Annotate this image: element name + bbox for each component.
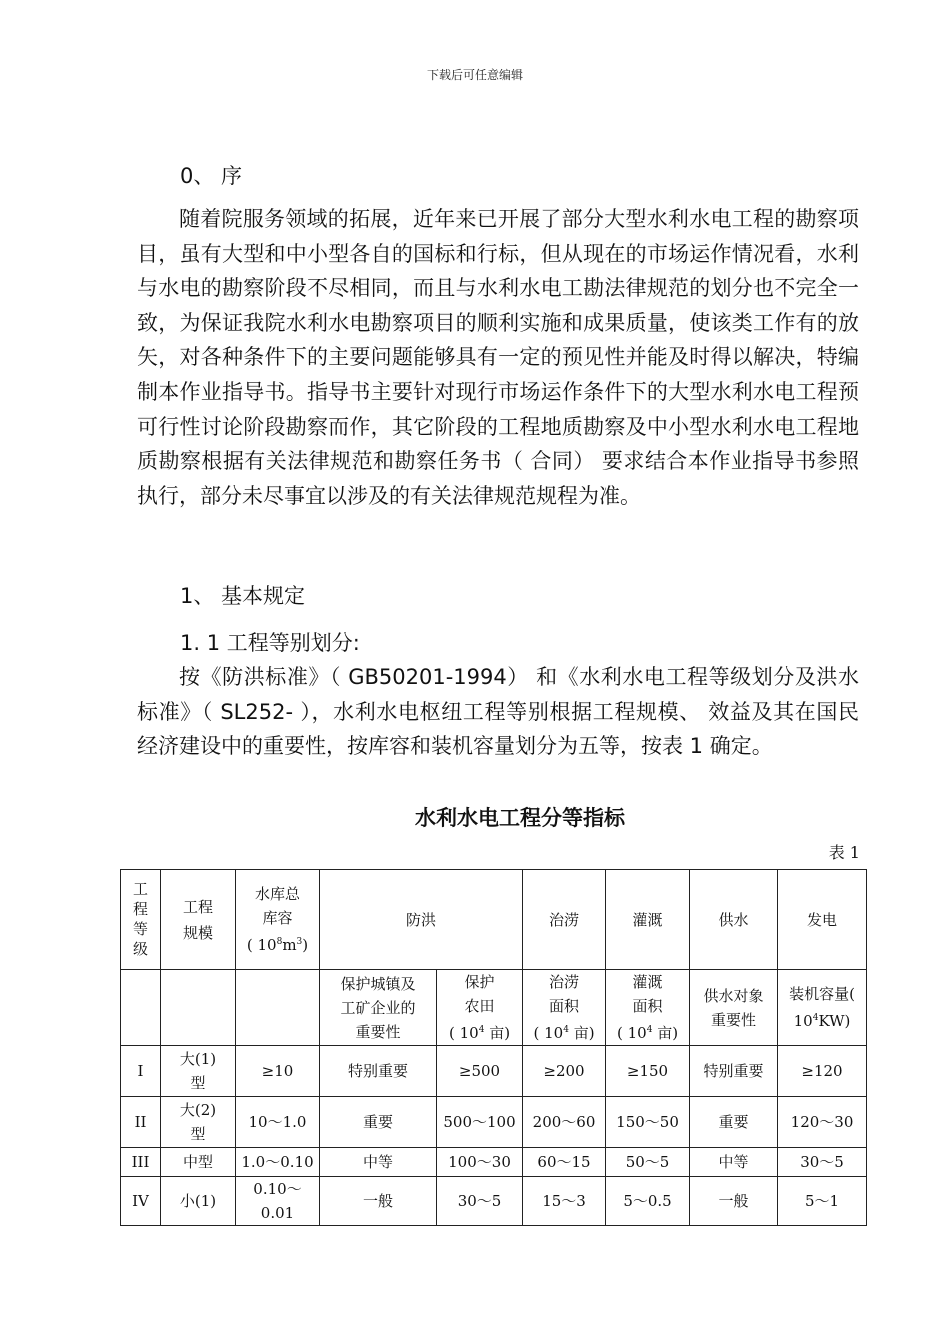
header-row-2 bbox=[121, 970, 867, 1046]
cell-flood-importance: 中等 bbox=[320, 1148, 437, 1177]
page-header: 下载后可任意编辑 bbox=[426, 68, 523, 82]
sub-flood-city-b: 工矿企业的 bbox=[340, 998, 416, 1017]
cell-grade: III bbox=[121, 1148, 161, 1177]
sub-drain-c1: ( 10 bbox=[533, 1024, 564, 1042]
sub-irr-b: 面积 bbox=[632, 997, 663, 1015]
cell-power: 120～30 bbox=[778, 1097, 867, 1148]
table-row bbox=[121, 1046, 867, 1097]
cell-irrigation: 5～0.5 bbox=[606, 1177, 690, 1226]
sub-farmland-c1: ( 10 bbox=[448, 1024, 479, 1042]
empty-cell bbox=[236, 970, 320, 1046]
col-scale-header bbox=[161, 870, 236, 970]
section-1-heading: 1、 基本规定 bbox=[180, 584, 306, 608]
cell-farmland: 100～30 bbox=[437, 1148, 523, 1177]
header-row-1 bbox=[121, 870, 867, 970]
empty-cell bbox=[161, 970, 236, 1046]
grade-header-text: 工程等级 bbox=[132, 879, 148, 958]
sub-irrigation bbox=[606, 970, 690, 1046]
sub-irr-c1: ( 10 bbox=[616, 1024, 647, 1042]
cell-farmland: ≥500 bbox=[437, 1046, 523, 1097]
sub-farmland-b: 农田 bbox=[464, 997, 495, 1015]
cell-power: 30～5 bbox=[778, 1148, 867, 1177]
sub-drainage bbox=[523, 970, 606, 1046]
table-row bbox=[121, 1097, 867, 1148]
capacity-unit-c: m bbox=[282, 936, 297, 954]
sub-irr-exp: 4 bbox=[646, 1025, 653, 1035]
col-supply-header: 供水 bbox=[690, 870, 778, 970]
cell-farmland: 500～100 bbox=[437, 1097, 523, 1148]
table-number: 表 1 bbox=[828, 843, 860, 862]
sub-power-b2: KW) bbox=[818, 1012, 851, 1030]
cell-capacity: ≥10 bbox=[236, 1046, 320, 1097]
cell-supply: 中等 bbox=[690, 1148, 778, 1177]
sub-power bbox=[778, 970, 867, 1046]
col-power-header: 发电 bbox=[778, 870, 867, 970]
sub-drain-exp: 4 bbox=[563, 1025, 569, 1035]
intro-text: 随着院服务领域的拓展，近年来已开展了部分大型水利水电工程的勘察项目，虽有大型和中小型各自的国标和行标，但从现在的市场运作情况看，水利与水电的勘察阶段不尽相同，而且与水利水电工勘法律规范的划分也不完全一致，为保证我院水利水电勘察项目的顺利实施和成果质量，使该类工作有的放矢，对各种条件下的主要问题能够具有一定的预见性并能及时得以解决，特编制本作业指导书。指导书主要针对现行市场运作条件下的大型水利水电工程预可行性讨论阶段勘察而作，其它阶段的工程地质勘察及中小型水利水电工程地质勘察根据有关法律规范和勘察任务书（ 合同） 要求结合本作业指导书参照执行，部分未尽事宜以涉及的有关法律规范规程为准。 bbox=[137, 207, 859, 508]
cell-scale: 中型 bbox=[161, 1148, 236, 1177]
cell-scale bbox=[161, 1097, 236, 1148]
intro-paragraph bbox=[137, 202, 859, 513]
cell-drainage: 15～3 bbox=[523, 1177, 606, 1226]
sub-supply-a: 供水对象 bbox=[703, 986, 764, 1005]
cell-capacity: 10～1.0 bbox=[236, 1097, 320, 1148]
cell-scale-b: 型 bbox=[190, 1074, 206, 1092]
table-title: 水利水电工程分等指标 bbox=[415, 806, 625, 830]
capacity-unit-a: ( 10 bbox=[246, 936, 277, 954]
capacity-unit-exp2: 3 bbox=[296, 937, 303, 947]
sub-farmland-c2: 亩) bbox=[484, 1024, 511, 1042]
empty-cell bbox=[121, 970, 161, 1046]
sub-supply-b: 重要性 bbox=[711, 1010, 757, 1029]
sub-power-a: 装机容量( bbox=[789, 985, 855, 1003]
sub-flood-city bbox=[320, 970, 437, 1046]
cell-drainage: ≥200 bbox=[523, 1046, 606, 1097]
capacity-unit-d: ) bbox=[302, 936, 309, 954]
sub-drain-c2: 亩) bbox=[568, 1024, 595, 1042]
cell-supply: 特别重要 bbox=[690, 1046, 778, 1097]
cell-grade: IV bbox=[121, 1177, 161, 1226]
cell-grade: II bbox=[121, 1097, 161, 1148]
sub-farmland bbox=[437, 970, 523, 1046]
cell-flood-importance: 重要 bbox=[320, 1097, 437, 1148]
sub-power-exp: 4 bbox=[812, 1013, 819, 1023]
classification-paragraph bbox=[137, 660, 859, 764]
cell-scale-a: 大(2) bbox=[179, 1101, 217, 1119]
sub-farmland-a: 保护 bbox=[464, 973, 495, 991]
table-row bbox=[121, 1177, 867, 1226]
cell-irrigation: ≥150 bbox=[606, 1046, 690, 1097]
sub-supply bbox=[690, 970, 778, 1046]
table-row bbox=[121, 1148, 867, 1177]
sub-flood-city-a: 保护城镇及 bbox=[340, 974, 416, 993]
sub-drain-a: 治涝 bbox=[549, 973, 580, 991]
cell-scale-a: 大(1) bbox=[179, 1050, 217, 1068]
cell-farmland: 30～5 bbox=[437, 1177, 523, 1226]
cell-grade: I bbox=[121, 1046, 161, 1097]
classification-text: 按《防洪标准》（ GB50201-1994） 和《水利水电工程等级划分及洪水标准》（ SL252- ），水利水电枢纽工程等别根据工程规模、 效益及其在国民经济建设中的重要性，按库容和装机容量划分为五等，按表 1 确定。 bbox=[137, 665, 859, 759]
sub-irr-c2: 亩) bbox=[652, 1024, 679, 1042]
sub-drain-b: 面积 bbox=[549, 997, 580, 1015]
sub-irr-a: 灌溉 bbox=[632, 973, 663, 991]
cell-flood-importance: 一般 bbox=[320, 1177, 437, 1226]
cell-irrigation: 50～5 bbox=[606, 1148, 690, 1177]
capacity-unit-exp1: 8 bbox=[276, 937, 283, 947]
cell-drainage: 60～15 bbox=[523, 1148, 606, 1177]
cell-capacity: 1.0～0.10 bbox=[236, 1148, 320, 1177]
section-0-heading: 0、 序 bbox=[180, 164, 243, 188]
sub-power-b1: 10 bbox=[793, 1012, 813, 1030]
cell-flood-importance: 特别重要 bbox=[320, 1046, 437, 1097]
col-irrigation-header: 灌溉 bbox=[606, 870, 690, 970]
section-1-1-heading: 1. 1 工程等别划分: bbox=[180, 631, 360, 655]
cell-supply: 一般 bbox=[690, 1177, 778, 1226]
cell-scale bbox=[161, 1046, 236, 1097]
capacity-header-text: 水库总库容 bbox=[254, 885, 300, 927]
cell-drainage: 200～60 bbox=[523, 1097, 606, 1148]
sub-flood-city-c: 重要性 bbox=[355, 1022, 401, 1041]
col-drainage-header: 治涝 bbox=[523, 870, 606, 970]
col-flood-header: 防洪 bbox=[320, 870, 523, 970]
col-grade-header bbox=[121, 870, 161, 970]
cell-power: ≥120 bbox=[778, 1046, 867, 1097]
cell-capacity: 0.10～0.01 bbox=[236, 1177, 320, 1226]
sub-farmland-exp: 4 bbox=[478, 1025, 485, 1035]
cell-scale-b: 型 bbox=[190, 1125, 206, 1143]
scale-header-text: 工程规模 bbox=[182, 897, 213, 942]
cell-power: 5～1 bbox=[778, 1177, 867, 1226]
cell-scale: 小(1) bbox=[161, 1177, 236, 1226]
cell-supply: 重要 bbox=[690, 1097, 778, 1148]
cell-irrigation: 150～50 bbox=[606, 1097, 690, 1148]
col-capacity-header bbox=[236, 870, 320, 970]
classification-table bbox=[120, 869, 867, 1226]
